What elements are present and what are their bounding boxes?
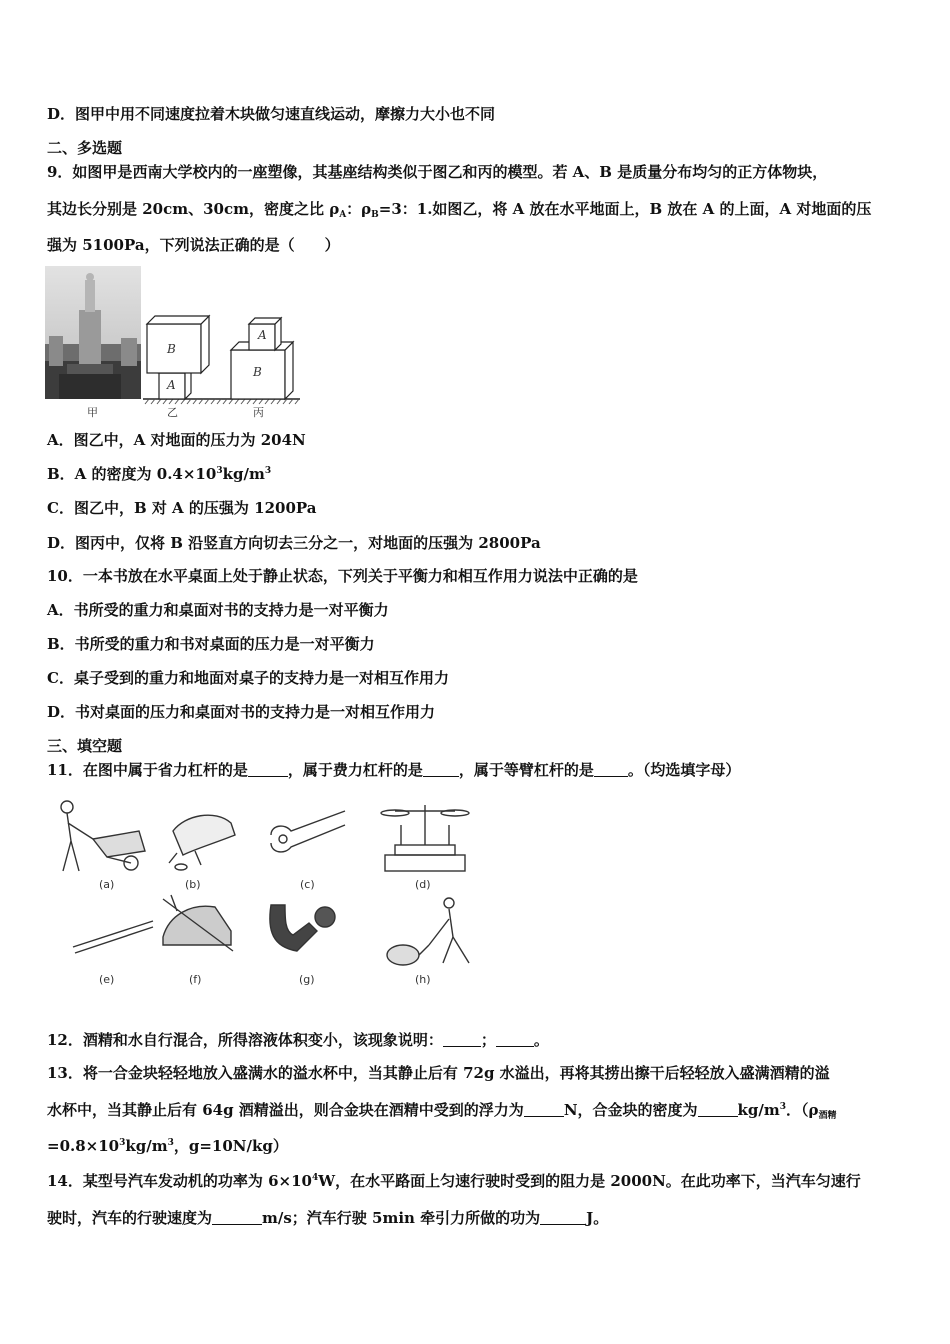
caption-e: (e) [99, 973, 115, 986]
q14-stem-line2: 驶时，汽车的行驶速度为 m/s；汽车行驶 5min 牵引力所做的功为 J。 [47, 1209, 609, 1227]
caption-h: (h) [415, 973, 431, 986]
lever-f-drawing [163, 895, 233, 951]
caption-f: (f) [189, 973, 202, 986]
caption-yi: 乙 [167, 406, 178, 419]
section-fill-in: 三、填空题 [47, 737, 123, 755]
q8-option-d: D．图甲中用不同速度拉着木块做匀速直线运动，摩擦力大小也不同 [47, 105, 496, 123]
caption-d: (d) [415, 878, 431, 891]
q12-stem: 12．酒精和水自行混合，所得溶液体积变小，该现象说明： ； 。 [47, 1031, 549, 1049]
q9-figure [45, 266, 305, 418]
hand-tool-drawing [169, 815, 235, 870]
caption-b: (b) [185, 878, 201, 891]
figure-yi-blocks [147, 316, 209, 399]
section-multiple-choice: 二、多选题 [47, 139, 123, 157]
q9-stem-line2: 其边长分别是 20cm、30cm，密度之比 $\rho_A$：$\rho_B=3$：1.如图乙，将 A 放在水平地面上，B 放在 A 的上面，A 对地面的压 [47, 200, 872, 220]
q10-option-b: B．书所受的重力和书对桌面的压力是一对平衡力 [47, 635, 375, 653]
q10-option-d: D．书对桌面的压力和桌面对书的支持力是一对相互作用力 [47, 703, 436, 721]
caption-g: (g) [299, 973, 315, 986]
q9-stem-line3: 强为 5100Pa，下列说法正确的是（ ） [47, 236, 340, 254]
q14-stem-line1: 14．某型号汽车发动机的功率为 $6\times 10^4W$，在水平路面上匀速行驶时受到的阻力是 2000N。在此功率下，当汽车匀速行 [47, 1172, 861, 1190]
label-a-top: A [258, 328, 267, 342]
q11-stem: 11．在图中属于省力杠杆的是 ，属于费力杠杆的是 ，属于等臂杠杆的是 。（均选填字母） [47, 761, 741, 779]
q9-option-a: A．图乙中，A 对地面的压力为 204N [47, 431, 306, 449]
q13-stem-line3: $=0.8\times 10^3kg/m^3$，g=10N/kg） [47, 1137, 288, 1155]
q11-figure-svg [45, 795, 515, 995]
q9-option-c: C．图乙中，B 对 A 的压强为 1200Pa [47, 499, 317, 517]
q13-stem-line1: 13．将一合金块轻轻地放入盛满水的溢水杯中，当其静止后有 72g 水溢出，再将其捞出擦干后轻轻放入盛满酒精的溢 [47, 1064, 830, 1082]
q10-option-a: A．书所受的重力和桌面对书的支持力是一对平衡力 [47, 601, 389, 619]
q10-stem: 10．一本书放在水平桌面上处于静止状态，下列关于平衡力和相互作用力说法中正确的是 [47, 567, 638, 585]
label-a-bottom: A [167, 378, 176, 392]
tweezers-drawing [73, 921, 153, 953]
q9-stem-line1: 9．如图甲是西南大学校内的一座塑像，其基座结构类似于图乙和丙的模型。若 A、B 是质量分布均匀的正方体物块， [47, 163, 828, 181]
caption-c: (c) [300, 878, 315, 891]
pincers-drawing [271, 811, 345, 852]
q11-figure [45, 795, 515, 995]
arm-drawing [270, 905, 335, 951]
caption-jia: 甲 [87, 406, 98, 419]
crowbar-drawing [387, 898, 469, 965]
q9-option-d: D．图丙中，仅将 B 沿竖直方向切去三分之一，对地面的压强为 2800Pa [47, 534, 541, 552]
caption-a: (a) [99, 878, 115, 891]
balance-scale-drawing [381, 805, 469, 871]
wheelbarrow-drawing [61, 801, 145, 871]
label-b-top: B [167, 342, 176, 356]
statue-photo [45, 266, 141, 399]
q13-stem-line2: 水杯中，当其静止后有 64g 酒精溢出，则合金块在酒精中受到的浮力为 N，合金块的密度为 $kg/m^3$．（$\rho_{酒精}$ [47, 1101, 837, 1121]
caption-bing: 丙 [253, 406, 264, 419]
q10-option-c: C．桌子受到的重力和地面对桌子的支持力是一对相互作用力 [47, 669, 449, 687]
q9-option-b: B．A 的密度为 $0.4\times 10^3kg/m^3$ [47, 465, 272, 483]
label-b-bottom: B [253, 365, 262, 379]
